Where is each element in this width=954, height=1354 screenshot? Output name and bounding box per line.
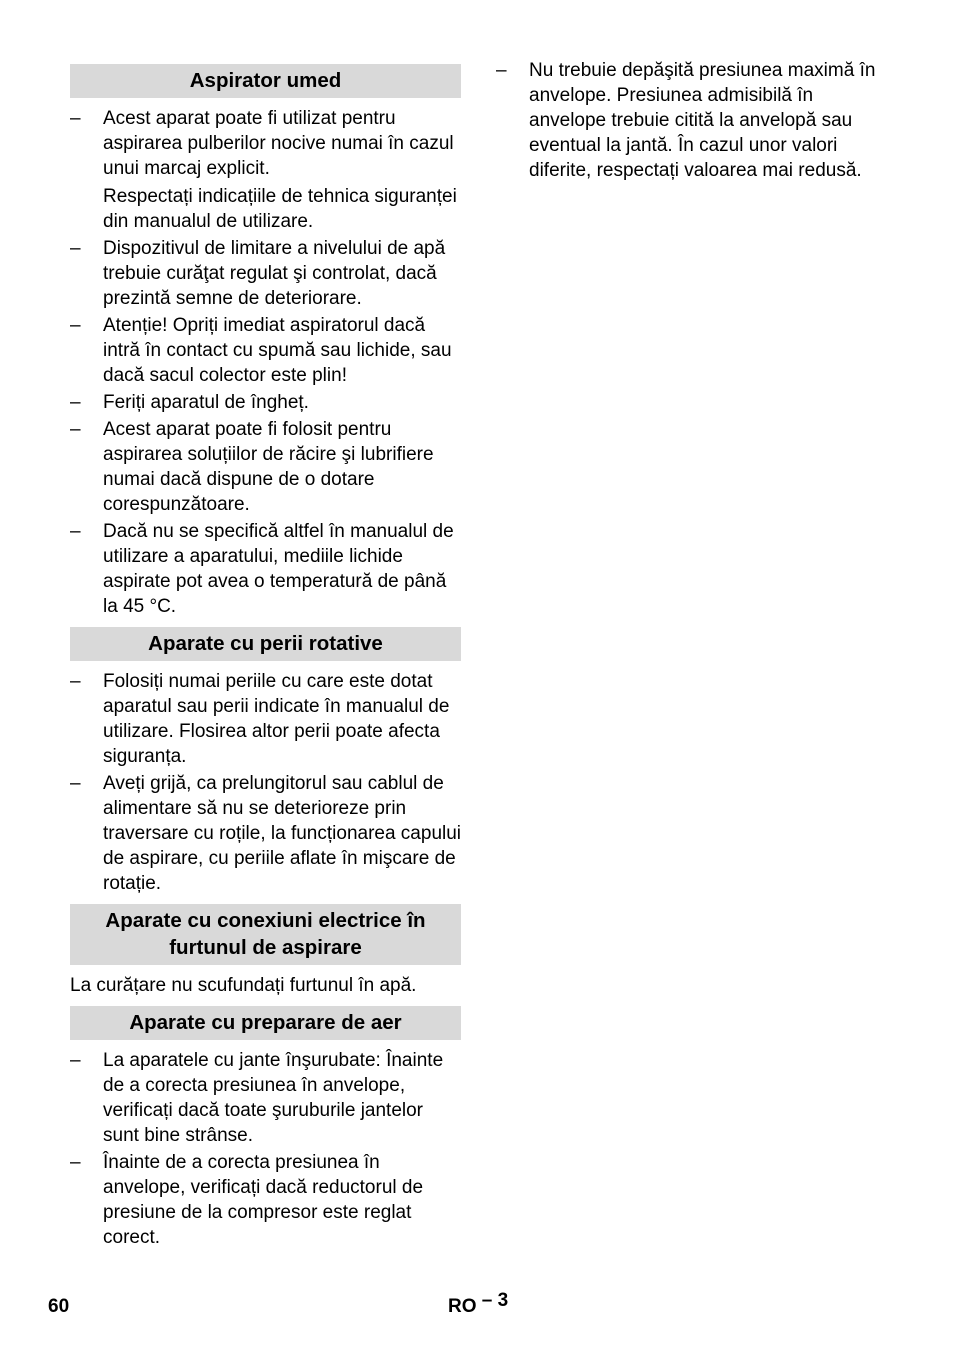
list-item-text: Feriți aparatul de îngheț. <box>103 392 309 413</box>
section-heading-air-preparation: Aparate cu preparare de aer <box>70 1006 461 1040</box>
list-item-text: La aparatele cu jante înşurubate: Înainte de a corecta presiunea în anvelope, verificați dacă toate şuruburile jantelor sunt bine strânse. <box>103 1050 444 1146</box>
section-heading-wet-vacuum: Aspirator umed <box>70 64 461 98</box>
list-item-text: Dispozitivul de limitare a nivelului de apă trebuie curăţat regulat şi controlat, dacă prezintă semne de deteriorare. <box>103 238 446 309</box>
list-item <box>496 58 888 183</box>
list-item <box>70 417 462 517</box>
electric-hose-text: La curățare nu scufundați furtunul în apă. <box>70 975 417 996</box>
list-item <box>70 519 462 619</box>
dash-bullet: – <box>70 419 81 440</box>
list-item-note: Respectați indicațiile de tehnica siguranței din manualul de utilizare. <box>103 186 457 232</box>
list-item-text: Atenție! Opriți imediat aspiratorul dacă intră în contact cu spumă sau lichide, sau dacă sacul colector este plin! <box>103 315 452 386</box>
footer-section-label <box>448 1290 509 1318</box>
dash-bullet: – <box>70 238 81 259</box>
list-item <box>70 669 462 769</box>
list-item-text: Înainte de a corecta presiunea în anvelope, verificați dacă reductorul de presiune de la compresor este reglat corect. <box>103 1152 424 1248</box>
page-number: 60 <box>48 1296 70 1317</box>
list-item <box>70 313 462 388</box>
right-column <box>496 58 888 185</box>
dash-bullet: – <box>70 773 81 794</box>
list-item <box>70 390 462 415</box>
section-heading-rotating-brushes: Aparate cu perii rotative <box>70 627 461 661</box>
dash-bullet: – <box>70 315 81 336</box>
dash-bullet: – <box>70 1152 81 1173</box>
right-column-list <box>496 58 888 183</box>
list-item <box>70 106 462 234</box>
footer-section-dash: – <box>481 1290 493 1311</box>
list-item-text: Acest aparat poate fi folosit pentru aspirarea soluțiilor de răcire şi lubrifiere numai dacă dispune de o dotare corespunzătoare. <box>103 419 434 515</box>
dash-bullet: – <box>70 1050 81 1071</box>
dash-bullet: – <box>496 60 507 81</box>
dash-bullet: – <box>70 521 81 542</box>
dash-bullet: – <box>70 392 81 413</box>
section-heading-electric-hose: Aparate cu conexiuni electrice în furtunul de aspirare <box>70 904 461 965</box>
rotating-brushes-list <box>70 669 462 896</box>
list-item <box>70 1150 462 1250</box>
footer-section-number: 3 <box>497 1290 509 1311</box>
list-item-text: Acest aparat poate fi utilizat pentru aspirarea pulberilor nocive numai în cazul unui marcaj explicit. <box>103 108 454 179</box>
list-item <box>70 771 462 896</box>
dash-bullet: – <box>70 108 81 129</box>
list-item <box>70 1048 462 1148</box>
wet-vacuum-list <box>70 106 462 619</box>
list-item-text: Dacă nu se specifică altfel în manualul de utilizare a aparatului, mediile lichide aspirate pot avea o temperatură de până la 45 °C. <box>103 521 454 617</box>
left-column <box>70 64 462 1252</box>
list-item-text: Aveți grijă, ca prelungitorul sau cablul de alimentare să nu se deterioreze prin traversare cu roțile, la funcționarea capului de aspirare, cu periile aflate în mişcare de rotație. <box>103 773 462 894</box>
air-preparation-list <box>70 1048 462 1250</box>
list-item-text: Nu trebuie depăşită presiunea maximă în anvelope. Presiunea admisibilă în anvelope trebuie citită la anvelopă sau eventual la jantă. În cazul unor valori diferite, respectați valoarea mai redusă. <box>529 60 876 181</box>
dash-bullet: – <box>70 671 81 692</box>
footer-language: RO <box>448 1296 477 1317</box>
list-item-text: Folosiți numai periile cu care este dotat aparatul sau perii indicate în manualul de utilizare. Flosirea altor perii poate afecta siguranța. <box>103 671 450 767</box>
list-item <box>70 236 462 311</box>
